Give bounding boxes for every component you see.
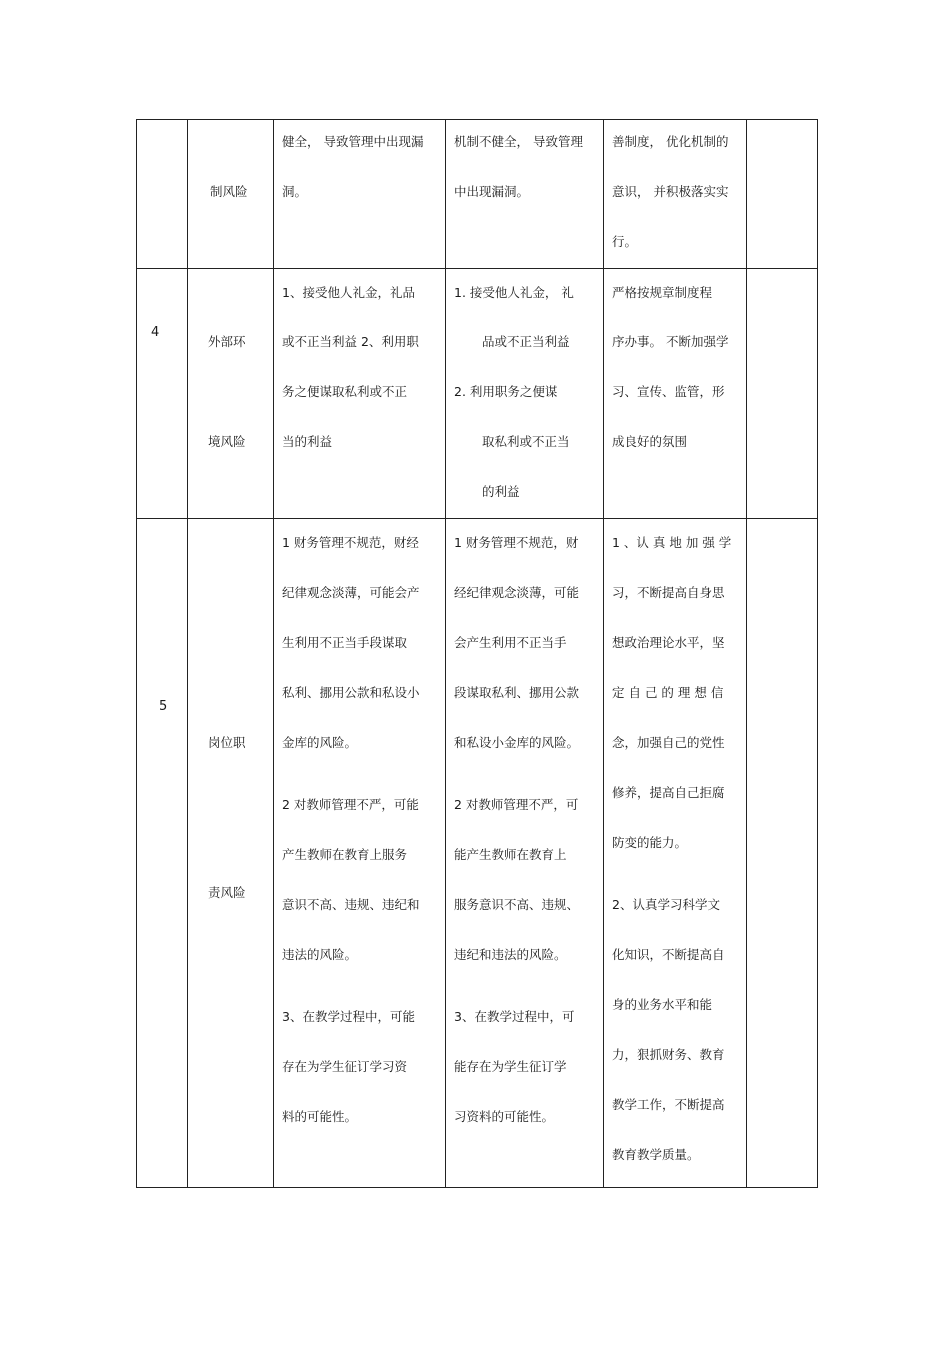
risk-detail-text: 3、在教学过程中，可: [454, 1009, 575, 1024]
measure-text: 力，狠抓财务、教育: [612, 1047, 725, 1062]
table-col-line-5: [746, 119, 747, 1188]
risk-detail-text: 品或不正当利益: [482, 334, 570, 349]
risk-detail-text: 段谋取私利、挪用公款: [454, 685, 580, 700]
measure-text: 教育教学质量。: [612, 1147, 700, 1162]
risk-detail-text: 能产生教师在教育上: [454, 847, 567, 862]
measure-text: 化知识，不断提高自: [612, 947, 725, 962]
risk-detail-text: 习资料的可能性。: [454, 1109, 555, 1124]
category-text: 制风险: [210, 184, 248, 199]
table-border-row5: [136, 518, 818, 519]
risk-content-text: 健全， 导致管理中出现漏: [282, 134, 424, 149]
risk-detail-text: 2 对教师管理不严，可: [454, 797, 579, 812]
risk-content-text: 纪律观念淡薄，可能会产: [282, 585, 420, 600]
risk-content-text: 2 对教师管理不严，可能: [282, 797, 419, 812]
risk-content-text: 1、接受他人礼金，礼品: [282, 285, 415, 300]
measure-text: 习，不断提高自身思: [612, 585, 725, 600]
row-number: 4: [151, 325, 160, 340]
measure-text: 修养，提高自己拒腐: [612, 785, 725, 800]
table-col-line-0: [136, 119, 137, 1188]
category-text: 境风险: [208, 434, 246, 449]
table-col-line-2: [273, 119, 274, 1188]
risk-content-text: 生利用不正当手段谋取: [282, 635, 408, 650]
risk-detail-text: 2. 利用职务之便谋: [454, 384, 558, 399]
table-col-line-1: [187, 119, 188, 1188]
measure-text: 善制度， 优化机制的: [612, 134, 729, 149]
table-col-line-4: [603, 119, 604, 1188]
risk-detail-text: 机制不健全， 导致管理: [454, 134, 583, 149]
risk-content-text: 或不正当利益 2、利用职: [282, 334, 419, 349]
category-text: 外部环: [208, 334, 246, 349]
measure-text: 成良好的氛围: [612, 434, 688, 449]
risk-detail-text: 和私设小金库的风险。: [454, 735, 580, 750]
table-border-row4: [136, 268, 818, 269]
risk-detail-text: 1 财务管理不规范，财: [454, 535, 579, 550]
measure-text: 1 、认 真 地 加 强 学: [612, 535, 732, 550]
risk-detail-text: 取私利或不正当: [482, 434, 570, 449]
risk-detail-text: 的利益: [482, 484, 520, 499]
risk-content-text: 违法的风险。: [282, 947, 358, 962]
risk-detail-text: 中出现漏洞。: [454, 184, 530, 199]
risk-content-text: 存在为学生征订学习资: [282, 1059, 408, 1074]
table-border-top: [136, 119, 818, 120]
measure-text: 身的业务水平和能: [612, 997, 713, 1012]
risk-content-text: 当的利益: [282, 434, 333, 449]
risk-detail-text: 服务意识不高、违规、: [454, 897, 580, 912]
risk-detail-text: 经纪律观念淡薄，可能: [454, 585, 580, 600]
risk-detail-text: 能存在为学生征订学: [454, 1059, 567, 1074]
measure-text: 定 自 己 的 理 想 信: [612, 685, 724, 700]
risk-content-text: 意识不高、违规、违纪和: [282, 897, 420, 912]
risk-detail-text: 违纪和违法的风险。: [454, 947, 567, 962]
measure-text: 严格按规章制度程: [612, 285, 713, 300]
measure-text: 念，加强自己的党性: [612, 735, 725, 750]
measure-text: 行。: [612, 234, 638, 249]
category-text: 责风险: [208, 885, 246, 900]
risk-content-text: 产生教师在教育上服务: [282, 847, 408, 862]
table-border-bottom: [136, 1187, 818, 1188]
measure-text: 意识， 并积极落实实: [612, 184, 729, 199]
table-col-line-6: [817, 119, 818, 1188]
risk-content-text: 料的可能性。: [282, 1109, 358, 1124]
risk-detail-text: 1. 接受他人礼金， 礼: [454, 285, 574, 300]
measure-text: 教学工作，不断提高: [612, 1097, 725, 1112]
measure-text: 习、宣传、监管，形: [612, 384, 725, 399]
risk-content-text: 1 财务管理不规范，财经: [282, 535, 419, 550]
measure-text: 序办事。 不断加强学: [612, 334, 729, 349]
risk-content-text: 私利、挪用公款和私设小: [282, 685, 420, 700]
row-number: 5: [159, 699, 168, 714]
risk-content-text: 3、在教学过程中，可能: [282, 1009, 415, 1024]
category-text: 岗位职: [208, 735, 246, 750]
measure-text: 防变的能力。: [612, 835, 688, 850]
risk-content-text: 务之便谋取私利或不正: [282, 384, 408, 399]
measure-text: 2、认真学习科学文: [612, 897, 720, 912]
risk-content-text: 金库的风险。: [282, 735, 358, 750]
risk-content-text: 洞。: [282, 184, 308, 199]
table-col-line-3: [445, 119, 446, 1188]
risk-detail-text: 会产生利用不正当手: [454, 635, 567, 650]
measure-text: 想政治理论水平，坚: [612, 635, 725, 650]
